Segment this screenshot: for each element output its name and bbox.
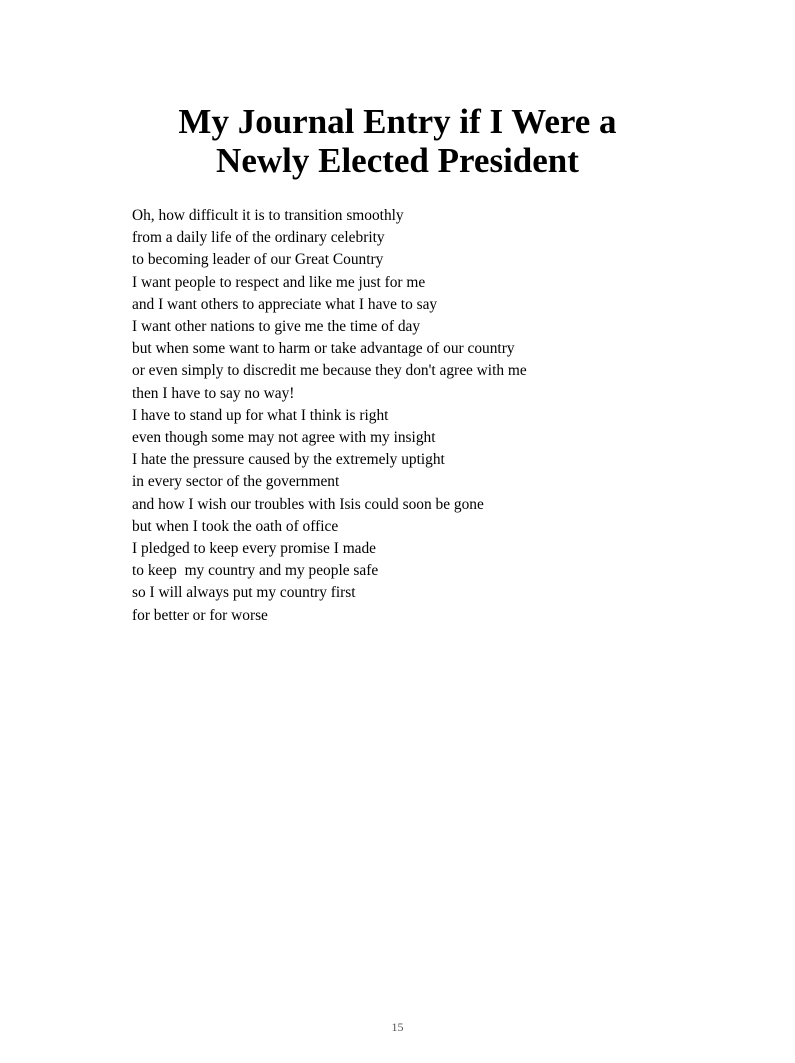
poem-line: from a daily life of the ordinary celebrity [132,229,385,247]
poem-line: in every sector of the government [132,473,340,491]
poem-line: so I will always put my country first [132,584,356,602]
poem-line: but when some want to harm or take advantage of our country [132,340,515,358]
poem-line: and how I wish our troubles with Isis could soon be gone [132,495,484,513]
poem-line: then I have to say no way! [132,384,295,402]
title-line: Newly Elected President [216,141,579,180]
poem-line: I pledged to keep every promise I made [132,540,377,558]
page-title [0,102,795,180]
poem-line: even though some may not agree with my insight [132,429,436,447]
poem-line: but when I took the oath of office [132,517,339,535]
poem-line: Oh, how difficult it is to transition smoothly [132,207,404,224]
poem-line: and I want others to appreciate what I have to say [132,295,438,313]
poem-line: to becoming leader of our Great Country [132,251,384,269]
poem-line: I hate the pressure caused by the extremely uptight [132,451,445,469]
poem-line: or even simply to discredit me because they don't agree with me [132,362,527,380]
poem-line: for better or for worse [132,606,268,624]
poem-line: I have to stand up for what I think is right [132,406,389,424]
poem-line: to keep my country and my people safe [132,562,379,580]
page-number: 15 [391,1020,404,1034]
poem-body [132,205,732,627]
title-line: My Journal Entry if I Were a [178,102,617,141]
poem-line: I want other nations to give me the time of day [132,318,421,336]
poem-line: I want people to respect and like me just for me [132,273,426,291]
